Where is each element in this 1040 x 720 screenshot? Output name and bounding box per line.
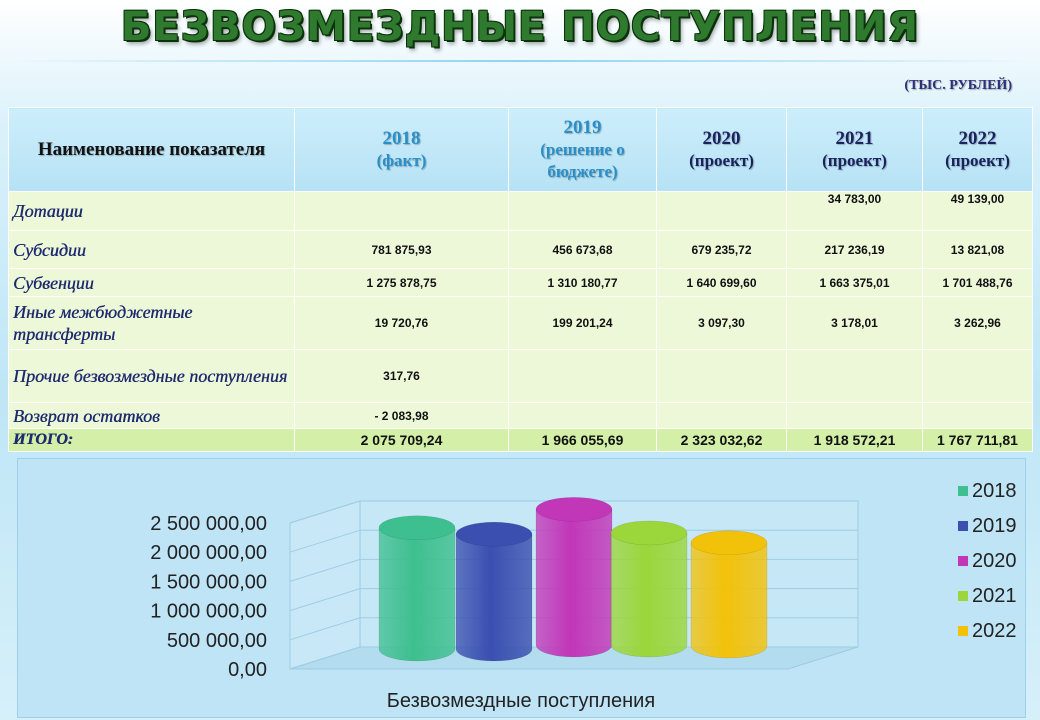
- header-2019: [509, 108, 657, 192]
- table-cell: [509, 350, 657, 403]
- legend-swatch-2022: [958, 626, 968, 636]
- table-cell: 19 720,76: [295, 297, 509, 350]
- y-tick-label: 2 000 000,00: [150, 542, 267, 565]
- legend-item-2021: [958, 583, 1038, 609]
- units-label: (ТЫС. РУБЛЕЙ): [904, 78, 1012, 93]
- table-cell: [657, 403, 787, 429]
- table-cell: - 2 083,98: [295, 403, 509, 429]
- row-label: ИТОГО:: [9, 429, 295, 452]
- page-title: БЕЗВОЗМЕЗДНЫЕ ПОСТУПЛЕНИЯ: [120, 4, 920, 50]
- table-cell: 13 821,08: [923, 231, 1033, 269]
- row-label: Дотации: [9, 192, 295, 231]
- table-cell: 1 663 375,01: [787, 269, 923, 297]
- y-tick-label: 1 000 000,00: [150, 600, 267, 623]
- title-divider: [8, 60, 1032, 62]
- row-label: Прочие безвозмездные поступления: [9, 350, 295, 403]
- header-2022-sub: (проект): [945, 150, 1010, 170]
- legend-swatch-2020: [958, 556, 968, 566]
- bar-2022: [691, 531, 767, 658]
- y-tick-label: 2 500 000,00: [150, 513, 267, 535]
- table-cell: 217 236,19: [787, 231, 923, 269]
- row-label: Субсидии: [9, 231, 295, 269]
- legend-item-2022: [958, 618, 1038, 644]
- header-2021: [787, 108, 923, 192]
- header-2018-year: 2018: [382, 127, 421, 149]
- bar-top: [456, 522, 532, 546]
- header-2018: [295, 108, 509, 192]
- bar-chart: [18, 459, 1025, 717]
- chart-panel: [17, 458, 1026, 718]
- legend-label-2022: 2022: [972, 620, 1017, 642]
- x-axis-label: Безвозмездные поступления: [386, 690, 656, 712]
- table-cell: [787, 403, 923, 429]
- table-cell: 1 701 488,76: [923, 269, 1033, 297]
- legend-item-2019: [958, 513, 1038, 539]
- legend-label-2018: 2018: [972, 480, 1017, 502]
- table-cell: 3 178,01: [787, 297, 923, 350]
- table-row: [9, 231, 1033, 269]
- table-row-total: [9, 429, 1033, 452]
- table-cell: [923, 350, 1033, 403]
- table-cell: 317,76: [295, 350, 509, 403]
- table-header-row: [9, 108, 1033, 192]
- table-row: [9, 297, 1033, 350]
- header-name: Наименование показателя: [9, 108, 295, 192]
- table-cell: 456 673,68: [509, 231, 657, 269]
- row-label: Субвенции: [9, 269, 295, 297]
- header-2021-sub: (проект): [822, 150, 887, 170]
- table-row: [9, 403, 1033, 429]
- table-row: [9, 350, 1033, 403]
- bar-top: [691, 531, 767, 555]
- table-cell: 199 201,24: [509, 297, 657, 350]
- table-cell: 1 640 699,60: [657, 269, 787, 297]
- bar-2018: [379, 516, 455, 661]
- table-cell: 3 262,96: [923, 297, 1033, 350]
- revenue-table: [8, 107, 1033, 452]
- table-cell: 1 966 055,69: [509, 429, 657, 452]
- row-label: Иные межбюджетные трансферты: [9, 297, 295, 350]
- header-2018-sub: (факт): [376, 150, 427, 170]
- header-2019-year: 2019: [563, 116, 602, 138]
- header-2021-year: 2021: [835, 127, 874, 149]
- bar-2020: [536, 497, 612, 657]
- table-cell: 2 323 032,62: [657, 429, 787, 452]
- table-cell: 49 139,00: [923, 192, 1033, 231]
- table-cell: 2 075 709,24: [295, 429, 509, 452]
- header-2020-sub: (проект): [689, 150, 754, 170]
- table-cell: [295, 192, 509, 231]
- legend-label-2020: 2020: [972, 550, 1017, 572]
- table-cell: 34 783,00: [787, 192, 923, 231]
- bar-body: [691, 543, 767, 658]
- chart-side-wall: [290, 501, 360, 669]
- bar-top: [611, 521, 687, 545]
- header-2020-year: 2020: [702, 127, 741, 149]
- table-row: [9, 269, 1033, 297]
- table-cell: 679 235,72: [657, 231, 787, 269]
- y-axis-ticks: [150, 513, 267, 681]
- y-tick-label: 1 500 000,00: [150, 571, 267, 594]
- bar-2019: [456, 522, 532, 661]
- legend-swatch-2019: [958, 521, 968, 531]
- bar-body: [536, 509, 612, 657]
- bar-top: [536, 497, 612, 521]
- table-cell: [787, 350, 923, 403]
- legend-swatch-2018: [958, 486, 968, 496]
- bar-body: [456, 534, 532, 661]
- header-2020: [657, 108, 787, 192]
- table-cell: [509, 403, 657, 429]
- table-cell: 3 097,30: [657, 297, 787, 350]
- table-cell: [657, 350, 787, 403]
- legend-swatch-2021: [958, 591, 968, 601]
- header-2022-year: 2022: [958, 127, 997, 149]
- legend-item-2018: [958, 478, 1038, 504]
- legend-label-2019: 2019: [972, 515, 1017, 537]
- table-cell: [657, 192, 787, 231]
- table-cell: 781 875,93: [295, 231, 509, 269]
- y-tick-label: 500 000,00: [166, 629, 267, 652]
- legend-item-2020: [958, 548, 1038, 574]
- table-cell: 1 310 180,77: [509, 269, 657, 297]
- header-2022: [923, 108, 1033, 192]
- table-cell: 1 918 572,21: [787, 429, 923, 452]
- legend-label-2021: 2021: [972, 585, 1017, 607]
- header-2019-sub: (решение о бюджете): [540, 139, 625, 181]
- bar-body: [379, 528, 455, 661]
- bar-body: [611, 533, 687, 657]
- row-label: Возврат остатков: [9, 403, 295, 429]
- table-cell: 1 275 878,75: [295, 269, 509, 297]
- bar-2021: [611, 521, 687, 657]
- table-cell: [509, 192, 657, 231]
- y-tick-label: 0,00: [228, 659, 267, 681]
- table-row: [9, 192, 1033, 231]
- bar-top: [379, 516, 455, 540]
- table-cell: [923, 403, 1033, 429]
- table-cell: 1 767 711,81: [923, 429, 1033, 452]
